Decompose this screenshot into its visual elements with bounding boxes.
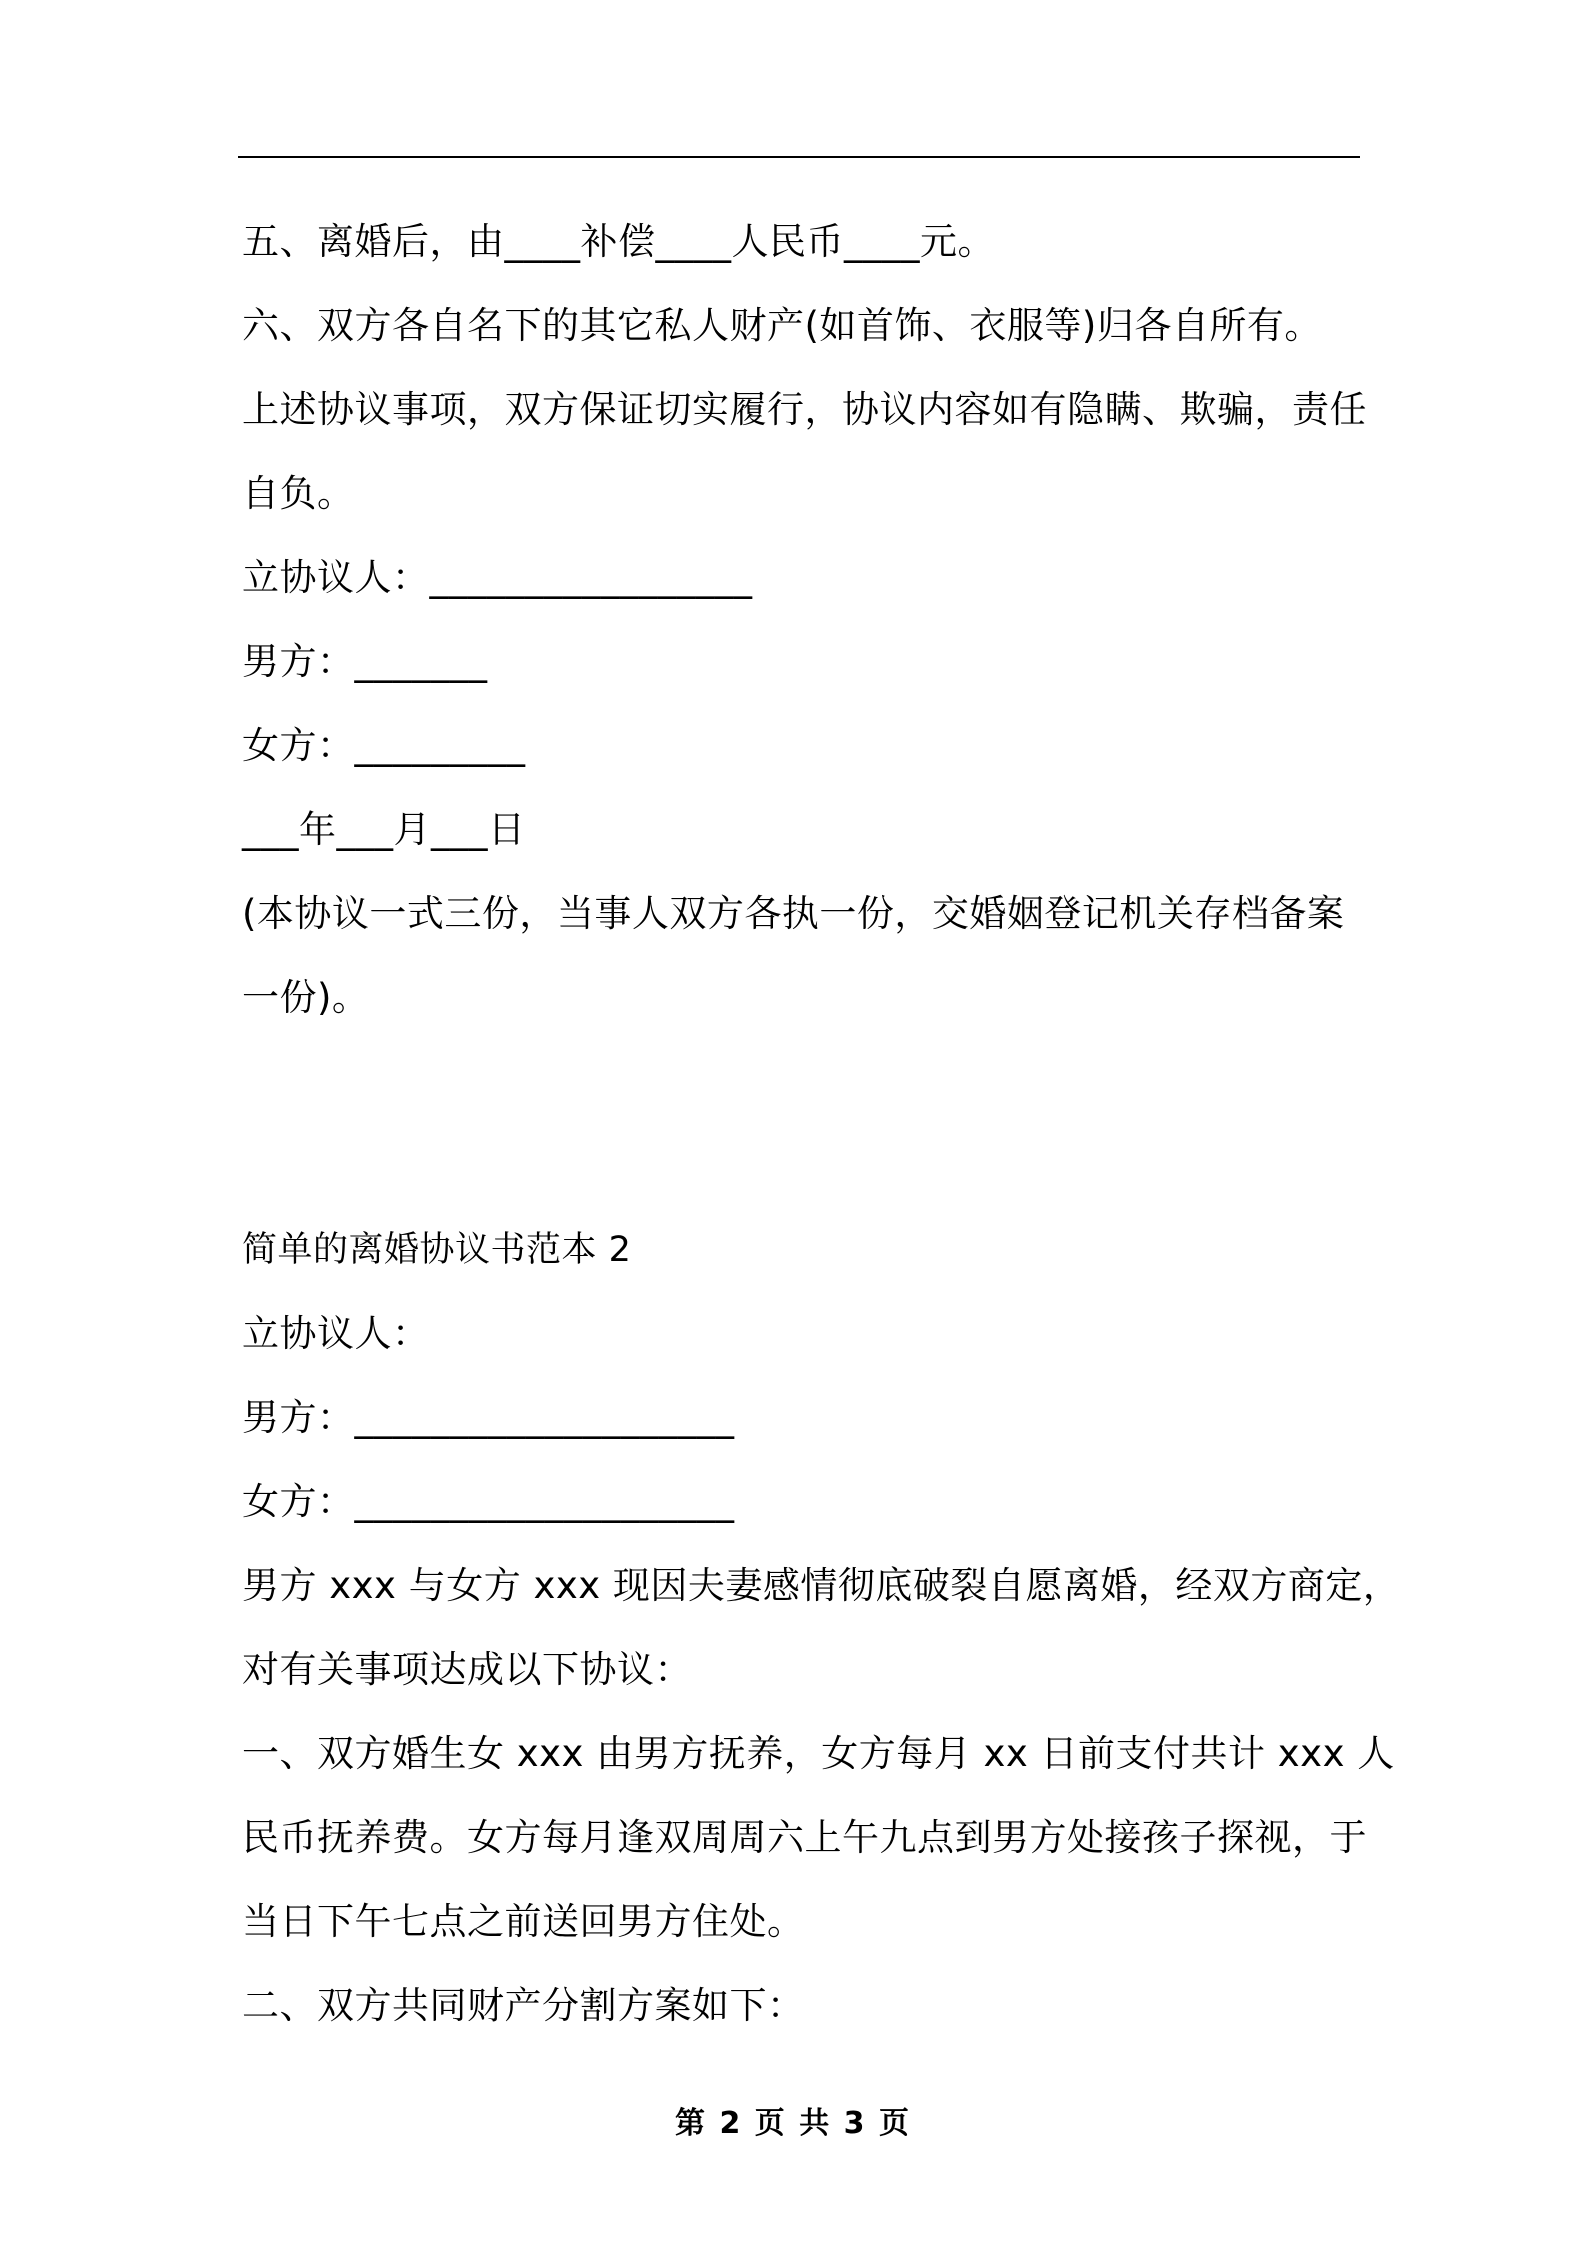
signatory-line: 立协议人：_________________ (242, 556, 753, 599)
paragraph-line: 二、双方共同财产分割方案如下： (242, 1984, 805, 2027)
header-rule (238, 156, 1360, 158)
paragraph-line: 对有关事项达成以下协议： (242, 1648, 692, 1691)
paragraph-line: 当日下午七点之前送回男方住处。 (242, 1900, 805, 1943)
signatory-line: 立协议人： (242, 1312, 430, 1355)
paragraph-line: 六、双方各自名下的其它私人财产(如首饰、衣服等)归各自所有。 (242, 304, 1322, 347)
paragraph-line: 五、离婚后，由____补偿____人民币____元。 (242, 220, 995, 263)
section-title: 简单的离婚协议书范本 2 (242, 1230, 632, 1270)
document-body (242, 200, 1401, 2048)
male-party-line: 男方：_______ (242, 640, 488, 683)
paragraph-line: 上述协议事项，双方保证切实履行，协议内容如有隐瞒、欺骗，责任 (242, 388, 1367, 431)
paragraph-line: 民币抚养费。女方每月逢双周周六上午九点到男方处接孩子探视，于 (242, 1816, 1367, 1859)
paragraph-line: 男方 xxx 与女方 xxx 现因夫妻感情彻底破裂自愿离婚，经双方商定， (242, 1564, 1401, 1607)
paragraph-line: 一、双方婚生女 xxx 由男方抚养，女方每月 xx 日前支付共计 xxx 人 (242, 1732, 1395, 1775)
date-line: ___年___月___日 (242, 808, 526, 851)
paragraph-line: 一份)。 (242, 976, 370, 1019)
page-indicator: 第 2 页 共 3 页 (675, 2106, 911, 2141)
male-party-line: 男方：____________________ (242, 1396, 735, 1439)
paragraph-line: (本协议一式三份，当事人双方各执一份，交婚姻登记机关存档备案 (242, 892, 1345, 935)
female-party-line: 女方：____________________ (242, 1480, 735, 1523)
female-party-line: 女方：_________ (242, 724, 526, 767)
section-gap (242, 1040, 1362, 1208)
paragraph-line: 自负。 (242, 472, 355, 515)
